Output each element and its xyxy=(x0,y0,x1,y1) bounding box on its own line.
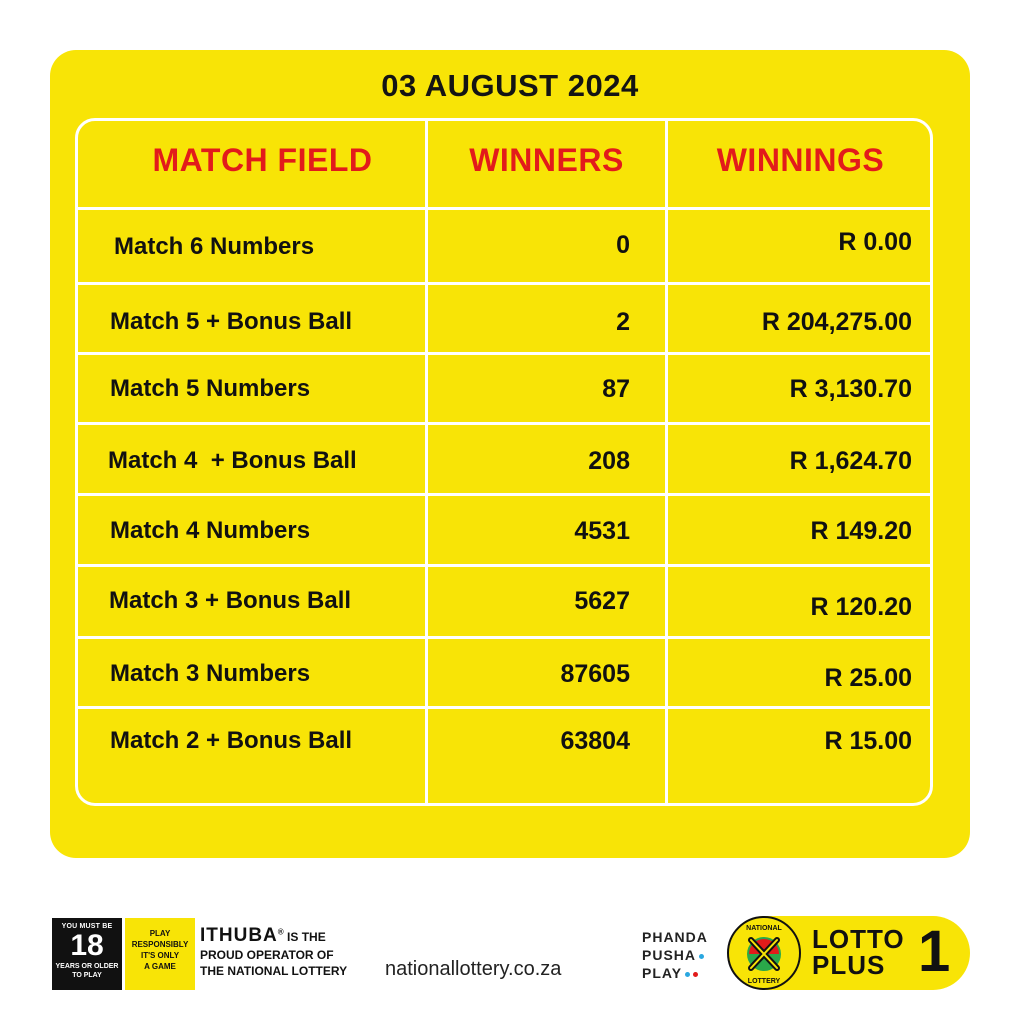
winnings-cell: R 3,130.70 xyxy=(789,375,912,403)
header-winners: WINNERS xyxy=(469,142,624,178)
ithuba-tail: IS THE xyxy=(283,930,326,944)
table-row xyxy=(50,660,970,700)
dot-icon xyxy=(685,972,690,977)
winners-cell: 63804 xyxy=(560,727,630,755)
results-card xyxy=(50,50,970,858)
row-divider xyxy=(75,706,933,709)
winnings-cell: R 149.20 xyxy=(810,517,912,545)
national-lottery-emblem-icon xyxy=(729,918,799,988)
match-field-cell: Match 3 Numbers xyxy=(110,660,311,687)
winnings-cell: R 204,275.00 xyxy=(761,308,912,336)
play-responsibly-badge xyxy=(125,918,195,990)
row-divider xyxy=(75,282,933,285)
row-divider xyxy=(75,564,933,567)
row-divider xyxy=(75,207,933,210)
logo-bottom-text: LOTTERY xyxy=(747,978,781,985)
match-field-cell: Match 2 + Bonus Ball xyxy=(110,727,353,754)
table-row xyxy=(50,375,970,415)
play-badge-line: PLAY xyxy=(149,929,171,938)
logo-top-text: NATIONAL xyxy=(746,925,782,932)
row-divider xyxy=(75,493,933,496)
lotto-plus-wordmark xyxy=(812,926,905,978)
winners-cell: 0 xyxy=(616,231,630,259)
ithuba-line-1: PROUD OPERATOR OF xyxy=(200,948,334,962)
table-row xyxy=(50,587,970,627)
winnings-cell: R 25.00 xyxy=(824,664,912,692)
age-restriction-badge xyxy=(52,918,122,990)
winners-cell: 208 xyxy=(588,447,630,475)
row-divider xyxy=(75,352,933,355)
age-badge-top: YOU MUST BE xyxy=(61,923,113,930)
winners-cell: 5627 xyxy=(574,587,630,615)
lotto-word: LOTTO xyxy=(812,924,905,954)
winners-cell: 4531 xyxy=(574,517,630,545)
header-match-field: MATCH FIELD xyxy=(152,142,373,178)
age-badge-bottom: YEARS OR OLDER TO PLAY xyxy=(55,963,119,979)
table-row xyxy=(50,228,970,273)
play-badge-line: RESPONSIBLY xyxy=(131,940,189,949)
match-field-cell: Match 4 Numbers xyxy=(110,517,311,544)
match-field-cell: Match 3 + Bonus Ball xyxy=(109,587,352,614)
lotto-plus-number: 1 xyxy=(918,919,951,984)
website-link[interactable]: nationallottery.co.za xyxy=(385,958,562,980)
winners-cell: 2 xyxy=(616,308,630,336)
winners-cell: 87605 xyxy=(560,660,630,688)
ithuba-logo: ITHUBA xyxy=(200,925,278,946)
table-row xyxy=(50,308,970,348)
table-row xyxy=(50,517,970,557)
winners-cell: 87 xyxy=(602,375,630,403)
ithuba-operator-note xyxy=(200,925,347,979)
ithuba-line-2: THE NATIONAL LOTTERY xyxy=(200,964,348,978)
table-row xyxy=(50,447,970,487)
row-divider xyxy=(75,422,933,425)
winnings-cell: R 120.20 xyxy=(810,593,912,621)
registered-mark: ® xyxy=(277,927,284,937)
table-row xyxy=(50,727,970,767)
match-field-cell: Match 6 Numbers xyxy=(114,233,315,260)
slogan-line: PUSHA xyxy=(642,947,697,963)
header-winnings: WINNINGS xyxy=(716,142,885,178)
slogan-line: PLAY xyxy=(642,965,683,981)
play-badge-line: IT'S ONLY xyxy=(140,951,180,960)
match-field-cell: Match 5 Numbers xyxy=(110,375,311,402)
plus-word: PLUS xyxy=(812,950,886,980)
winnings-cell: R 0.00 xyxy=(838,228,912,256)
play-badge-line: A GAME xyxy=(144,962,176,971)
age-badge-number: 18 xyxy=(70,929,104,962)
dot-icon xyxy=(699,954,704,959)
draw-date: 03 AUGUST 2024 xyxy=(381,68,639,103)
winnings-cell: R 1,624.70 xyxy=(789,447,912,475)
national-lottery-logo xyxy=(727,916,801,990)
slogan xyxy=(642,928,708,982)
match-field-cell: Match 4 + Bonus Ball xyxy=(108,447,357,474)
winnings-cell: R 15.00 xyxy=(824,727,912,755)
slogan-line: PHANDA xyxy=(642,929,708,945)
dot-icon xyxy=(693,972,698,977)
row-divider xyxy=(75,636,933,639)
match-field-cell: Match 5 + Bonus Ball xyxy=(110,308,353,335)
